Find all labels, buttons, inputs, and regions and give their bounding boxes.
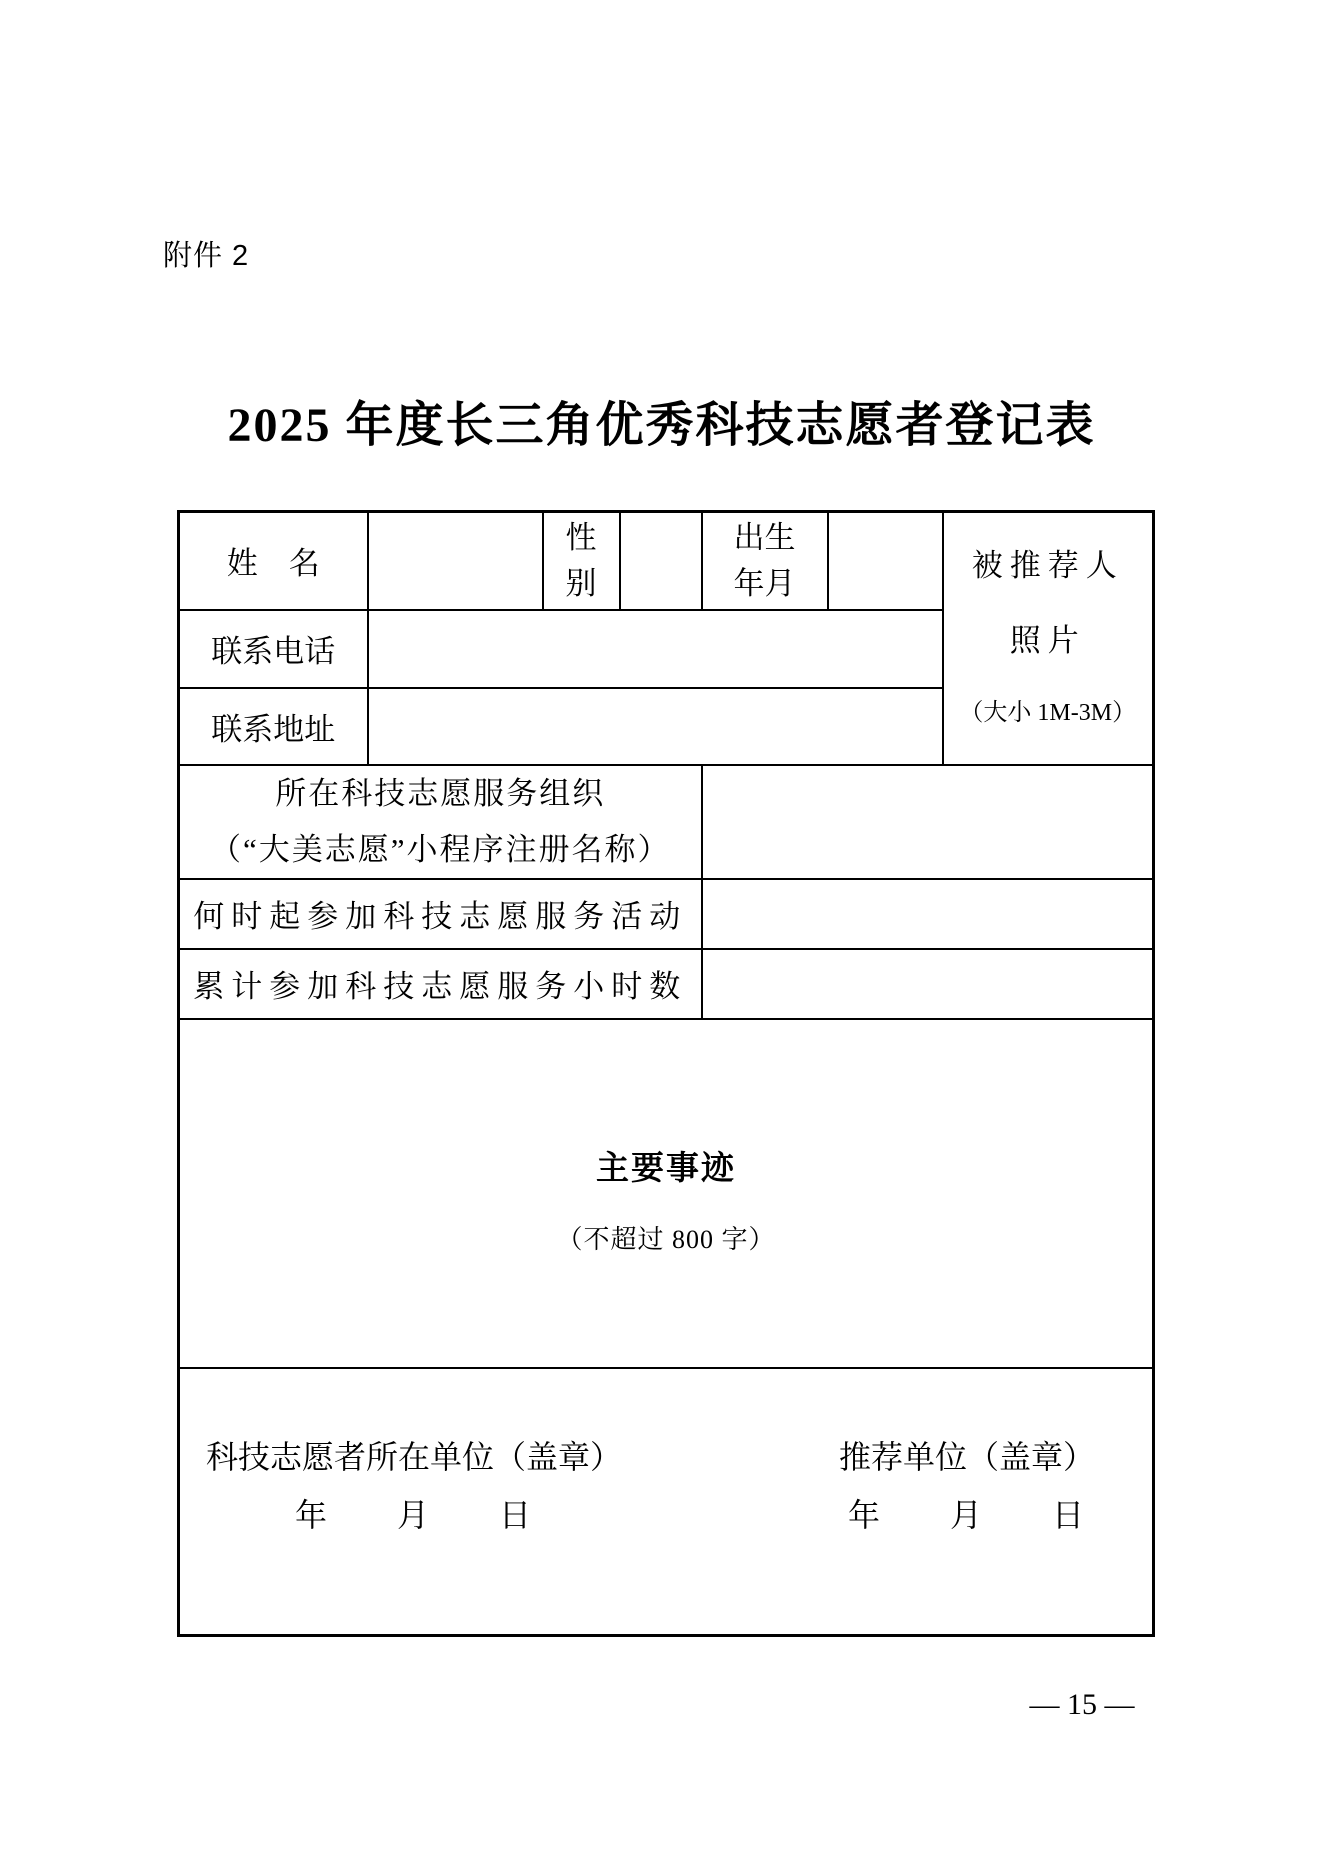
- gender-label-line1: 性: [565, 519, 597, 555]
- volunteer-unit-seal-label: 科技志愿者所在单位（盖章）: [205, 1438, 622, 1475]
- recommend-unit-seal-label: 推荐单位（盖章）: [838, 1438, 1095, 1475]
- table-row: [179, 765, 1154, 879]
- photo-size-note: （大小 1M-3M）: [959, 700, 1137, 727]
- volunteer-unit-date-line: 年 月 日: [294, 1496, 533, 1533]
- signature-cell: [179, 1368, 1154, 1636]
- table-row: [179, 949, 1154, 1019]
- photo-note-line1: 被推荐人: [971, 548, 1124, 584]
- birth-input-cell[interactable]: [828, 512, 943, 610]
- table-row: [179, 879, 1154, 949]
- name-label: 姓 名: [179, 512, 368, 610]
- attachment-label: 附件 2: [163, 240, 250, 272]
- service-start-label: 何时起参加科技志愿服务活动: [179, 879, 702, 949]
- phone-input-cell[interactable]: [368, 610, 943, 688]
- gender-label-line2: 别: [565, 565, 597, 601]
- registration-form-table: [177, 510, 1155, 1637]
- volunteer-unit-signature-block: [188, 1439, 640, 1533]
- birth-label: [702, 512, 828, 610]
- organization-label: [179, 765, 702, 879]
- deeds-title: 主要事迹: [596, 1149, 736, 1186]
- gender-input-cell[interactable]: [620, 512, 702, 610]
- recommend-unit-signature-block: [828, 1439, 1106, 1533]
- table-row: [179, 1368, 1154, 1636]
- deeds-input-cell[interactable]: [179, 1019, 1154, 1368]
- photo-note-line2: 照片: [1009, 623, 1086, 659]
- photo-note: [944, 550, 1153, 726]
- deeds-hint: （不超过 800 字）: [556, 1225, 776, 1254]
- birth-label-line2: 年月: [733, 565, 796, 601]
- phone-label: 联系电话: [179, 610, 368, 688]
- recommend-unit-date-line: 年 月 日: [847, 1496, 1086, 1533]
- photo-placeholder-cell[interactable]: [943, 512, 1154, 765]
- organization-label-line1: 所在科技志愿服务组织: [275, 775, 606, 811]
- table-row: [179, 512, 1154, 610]
- address-input-cell[interactable]: [368, 688, 943, 765]
- birth-label-line1: 出生: [733, 519, 796, 555]
- name-input-cell[interactable]: [368, 512, 543, 610]
- service-hours-input-cell[interactable]: [702, 949, 1154, 1019]
- page-number: — 15 —: [1029, 1688, 1135, 1721]
- organization-input-cell[interactable]: [702, 765, 1154, 879]
- service-hours-label: 累计参加科技志愿服务小时数: [179, 949, 702, 1019]
- service-start-input-cell[interactable]: [702, 879, 1154, 949]
- gender-label: [543, 512, 620, 610]
- address-label: 联系地址: [179, 688, 368, 765]
- organization-label-line2: （“大美志愿”小程序注册名称）: [209, 831, 671, 867]
- page-title: 2025 年度长三角优秀科技志愿者登记表: [227, 399, 1096, 452]
- table-row: [179, 1019, 1154, 1368]
